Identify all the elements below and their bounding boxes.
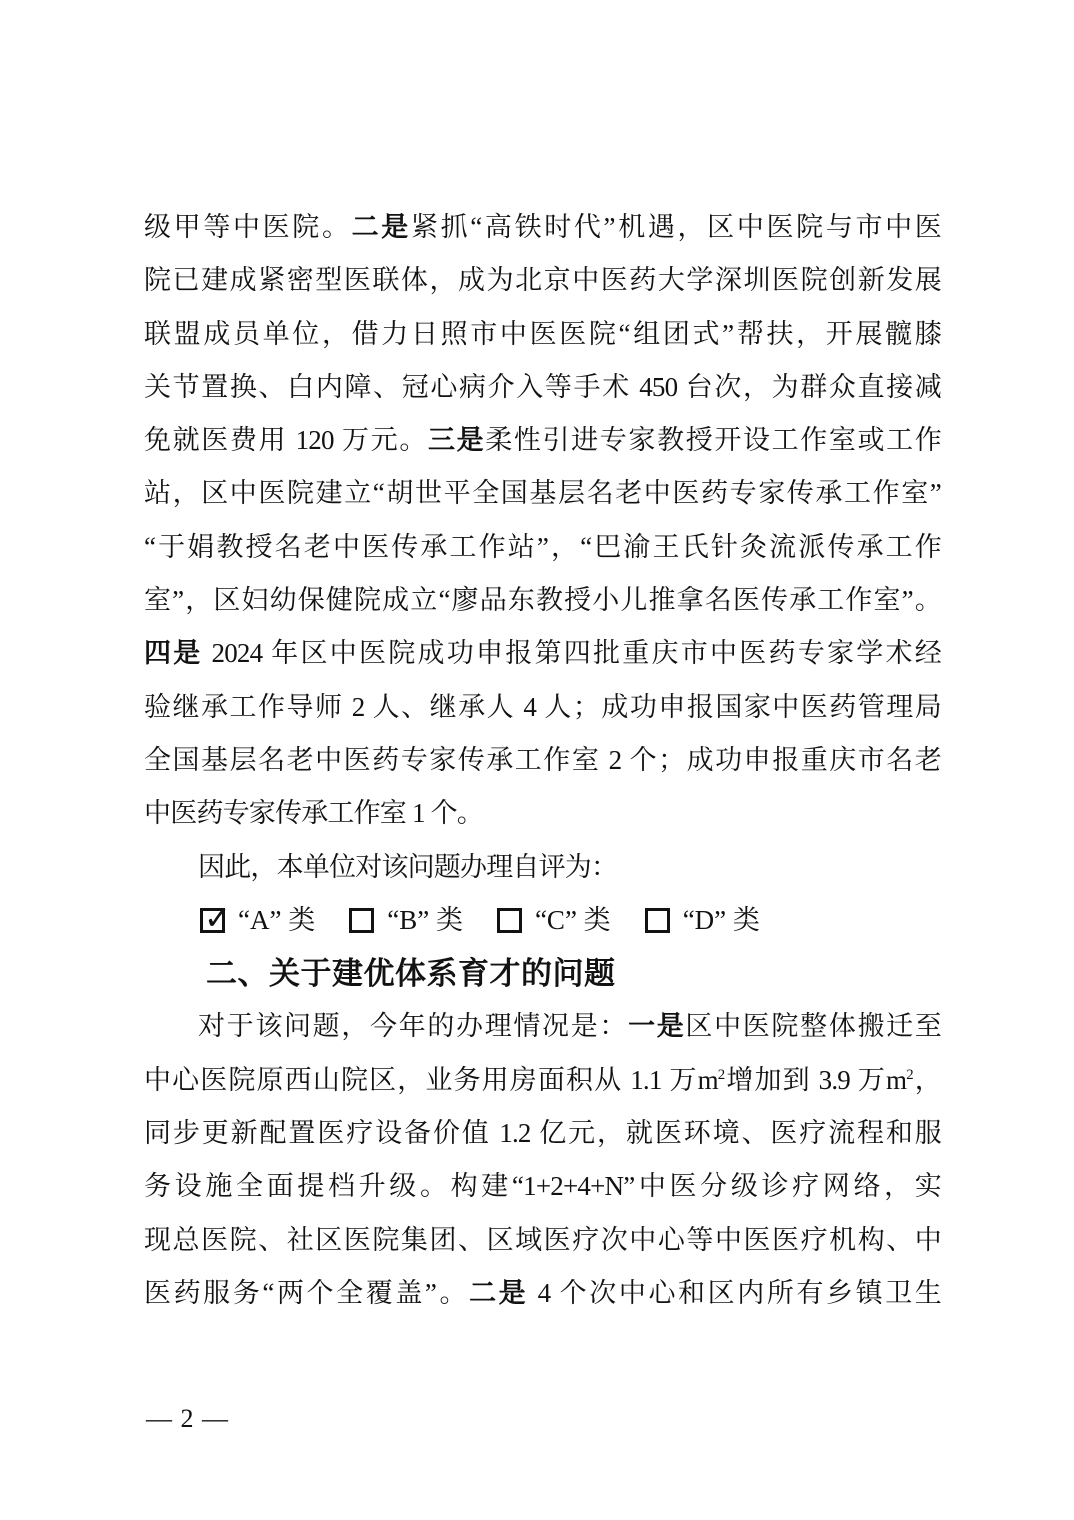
checkbox-c[interactable] bbox=[497, 908, 522, 933]
text-segment: 增加到 3.9 万m bbox=[724, 1064, 907, 1095]
text-line bbox=[144, 681, 941, 734]
text-segment: 免就医费用 120 万元。 bbox=[144, 425, 428, 456]
text-segment: 中医药专家传承工作室 1 个。 bbox=[144, 798, 483, 829]
text-line bbox=[144, 201, 941, 254]
text-line bbox=[144, 467, 941, 520]
text-segment: 对于该问题，今年的办理情况是： bbox=[198, 1011, 629, 1042]
text-line bbox=[144, 1054, 941, 1107]
text-line bbox=[144, 308, 941, 361]
page-number: — 2 — bbox=[146, 1404, 229, 1433]
emphasis-text: 四是 bbox=[144, 638, 203, 669]
text-segment: ， bbox=[912, 1064, 941, 1095]
text-line bbox=[144, 574, 941, 627]
checkbox-d[interactable] bbox=[645, 908, 670, 933]
superscript-text: 2 bbox=[906, 1066, 913, 1083]
text-segment: 站，区中医院建立“胡世平全国基层名老中医药专家传承工作室” bbox=[144, 478, 941, 509]
text-segment: 务设施全面提档升级。构建“1+2+4+N”中医分级诊疗网络，实 bbox=[144, 1171, 941, 1202]
text-segment: 联盟成员单位，借力日照市中医医院“组团式”帮扶，开展髋膝 bbox=[144, 318, 941, 349]
rating-option-d-label: “D” 类 bbox=[682, 904, 760, 935]
rating-option-b-label: “B” 类 bbox=[387, 904, 463, 935]
text-segment: 级甲等中医院。 bbox=[144, 212, 352, 242]
text-line bbox=[144, 361, 941, 414]
text-segment: 紧抓“高铁时代”机遇，区中医院与市中医 bbox=[410, 212, 941, 242]
rating-option-d bbox=[645, 894, 760, 947]
text-segment: 二、关于建优体系育才的问题 bbox=[206, 956, 616, 992]
text-segment: 中心医院原西山院区，业务用房面积从 1.1 万m bbox=[144, 1064, 718, 1095]
text-line bbox=[144, 734, 941, 787]
emphasis-text: 三是 bbox=[427, 425, 486, 456]
text-segment: “于娟教授名老中医传承工作站”，“巴渝王氏针灸流派传承工作 bbox=[144, 531, 941, 562]
document-body bbox=[144, 201, 941, 1320]
checkbox-a[interactable] bbox=[200, 899, 231, 937]
text-segment: 区中医院整体搬迁至 bbox=[685, 1011, 941, 1042]
text-line bbox=[144, 1267, 941, 1320]
text-line bbox=[144, 841, 941, 894]
emphasis-text: 二是 bbox=[469, 1277, 529, 1308]
text-segment: 柔性引进专家教授开设工作室或工作 bbox=[485, 425, 941, 456]
self-rating-checkbox-row bbox=[144, 894, 941, 947]
text-line bbox=[144, 1000, 941, 1053]
text-segment: 全国基层名老中医药专家传承工作室 2 个；成功申报重庆市名老 bbox=[144, 744, 941, 775]
checkbox-b[interactable] bbox=[349, 908, 374, 933]
text-line bbox=[144, 787, 941, 840]
emphasis-text: 一是 bbox=[628, 1011, 686, 1042]
text-segment: 因此，本单位对该问题办理自评为： bbox=[198, 851, 618, 882]
text-line bbox=[144, 1160, 941, 1213]
section-heading bbox=[144, 947, 941, 1000]
text-line bbox=[144, 414, 941, 467]
text-segment: 同步更新配置医疗设备价值 1.2 亿元，就医环境、医疗流程和服 bbox=[144, 1118, 941, 1149]
rating-option-b bbox=[349, 894, 463, 947]
text-segment: 医药服务“两个全覆盖”。 bbox=[144, 1277, 470, 1308]
text-line bbox=[144, 627, 941, 680]
text-segment: 验继承工作导师 2 人、继承人 4 人；成功申报国家中医药管理局 bbox=[144, 691, 941, 722]
text-segment: 关节置换、白内障、冠心病介入等手术 450 台次，为群众直接减 bbox=[144, 371, 941, 402]
superscript-text: 2 bbox=[717, 1066, 725, 1083]
text-line bbox=[144, 254, 941, 307]
text-segment: 室”，区妇幼保健院成立“廖品东教授小儿推拿名医传承工作室”。 bbox=[144, 585, 941, 616]
text-segment: 现总医院、社区医院集团、区域医疗次中心等中医医疗机构、中 bbox=[144, 1224, 941, 1255]
rating-option-a bbox=[200, 894, 315, 947]
emphasis-text: 二是 bbox=[351, 212, 411, 242]
text-segment: 院已建成紧密型医联体，成为北京中医药大学深圳医院创新发展 bbox=[144, 265, 941, 296]
text-line bbox=[144, 521, 941, 574]
checkmark-icon: ✓ bbox=[204, 899, 231, 937]
rating-option-a-label: “A” 类 bbox=[238, 904, 316, 935]
rating-option-c bbox=[497, 894, 611, 947]
text-line bbox=[144, 1107, 941, 1160]
text-segment: 4 个次中心和区内所有乡镇卫生 bbox=[528, 1277, 941, 1308]
text-segment: 2024 年区中医院成功申报第四批重庆市中医药专家学术经 bbox=[202, 638, 941, 669]
rating-option-c-label: “C” 类 bbox=[534, 904, 611, 935]
text-line bbox=[144, 1214, 941, 1267]
